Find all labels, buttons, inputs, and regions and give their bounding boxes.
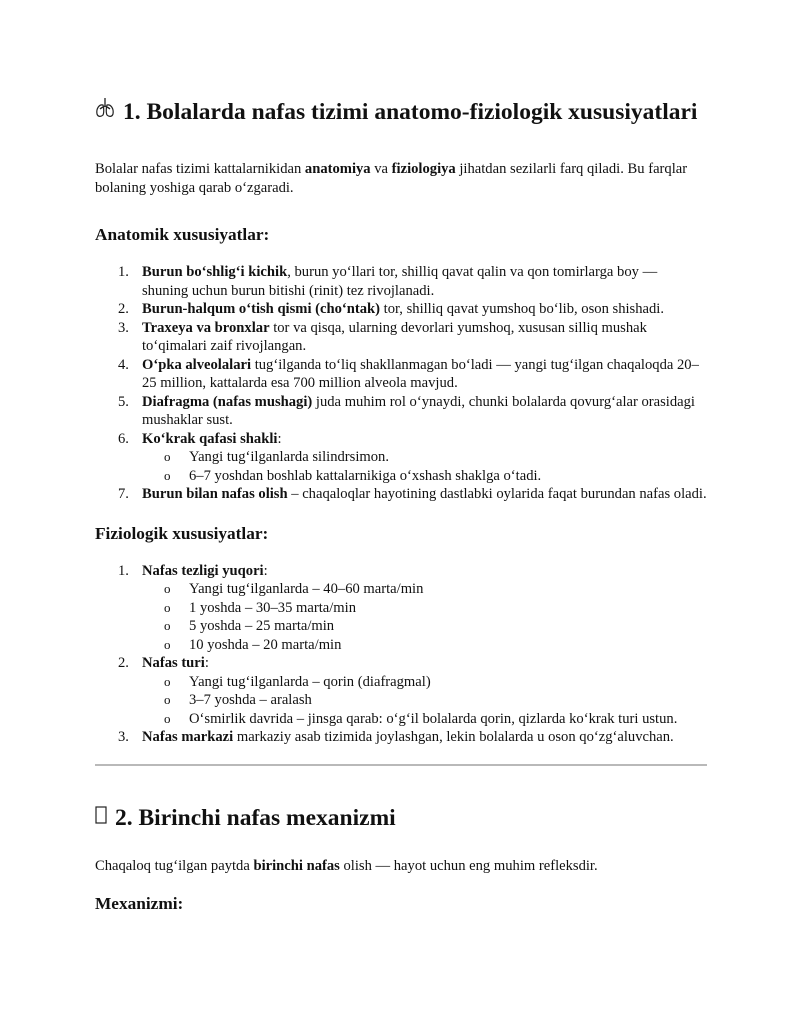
anatomik-list (95, 263, 707, 504)
list-item (95, 263, 707, 300)
bullet-glyph: o (164, 581, 171, 596)
list-number: 6. (118, 430, 129, 447)
sub-item-text: Yangi tug‘ilganlarda silindrsimon. (189, 449, 389, 465)
bullet-glyph: o (164, 618, 171, 633)
bullet-glyph: o (164, 692, 171, 707)
item-text: : (263, 562, 268, 579)
list-item (95, 485, 707, 504)
sub-list (142, 673, 707, 729)
sub-list-item (142, 691, 707, 710)
missing-glyph-icon-svg (95, 805, 107, 825)
mexanizm-heading: Mexanizmi: (95, 894, 184, 913)
bullet-glyph: o (164, 599, 171, 615)
bullet-glyph: o (164, 449, 171, 464)
item-text: – chaqaloqlar hayotining dastlabki oylarida faqat burundan nafas oladi. (287, 486, 707, 502)
item-text: tug‘ilganda to‘liq shakllanmagan bo‘ladi — yangi tug‘ilgan chaqaloqda 20–25 million, kattalarda esa 700 million alveola mavjud. (142, 356, 699, 391)
list-number: 4. (118, 356, 129, 373)
list-number: 1. (118, 264, 129, 280)
bullet-glyph: o (164, 636, 171, 652)
list-item (95, 356, 707, 393)
lungs-icon (95, 96, 117, 128)
sub-item-text: 6–7 yoshdan boshlab kattalarnikiga o‘xshash shaklga o‘tadi. (189, 467, 542, 484)
item-bold: Nafas tezligi yuqori (142, 562, 264, 579)
sub-item-text: 5 yoshda – 25 marta/min (189, 618, 335, 634)
horizontal-rule (95, 764, 707, 766)
list-item (95, 430, 707, 486)
item-bold: Burun bo‘shlig‘i kichik (142, 264, 288, 280)
list-number: 1. (118, 562, 129, 579)
sub-list-item (142, 599, 707, 618)
fiziologik-heading: Fiziologik xususiyatlar: (95, 523, 269, 543)
sub-list-item (142, 448, 707, 467)
intro-text-1: Chaqaloq tug‘ilgan paytda (95, 857, 254, 874)
item-bold: Nafas markazi (142, 729, 234, 745)
intro-bold-2: fiziologiya (391, 161, 456, 177)
document-page (95, 96, 707, 915)
list-item (95, 728, 707, 747)
bullet-glyph: o (164, 673, 171, 689)
missing-glyph-icon (95, 803, 109, 833)
sub-item-text: 1 yoshda – 30–35 marta/min (189, 599, 356, 616)
intro-text-3: jihatdan sezilarli farq qiladi. Bu farqlar bolaning yoshiga qarab o‘zgaradi. (95, 161, 688, 196)
item-text: markaziy asab tizimida joylashgan, lekin bolalarda u oson qo‘zg‘aluvchan. (233, 729, 674, 745)
item-text: : (277, 430, 282, 447)
sub-item-text: 10 yoshda – 20 marta/min (189, 636, 342, 653)
sub-list (142, 580, 707, 654)
section2-title: 2. Birinchi nafas mexanizmi (115, 804, 396, 831)
item-text: juda muhim rol o‘ynaydi, chunki bolalarda qovurg‘alar orasidagi mushaklar sust. (142, 393, 695, 428)
bullet-glyph: o (164, 467, 171, 483)
sub-item-text: O‘smirlik davrida – jinsga qarab: o‘g‘il bolalarda qorin, qizlarda ko‘krak turi ustun. (189, 710, 678, 727)
item-bold: O‘pka alveolalari (142, 356, 252, 373)
sub-list-item (142, 467, 707, 486)
item-bold: Traxeya va bronxlar (142, 319, 270, 336)
sub-list-item (142, 636, 707, 655)
list-item (95, 300, 707, 319)
sub-list-item (142, 673, 707, 692)
intro-bold-1: anatomiya (304, 161, 371, 177)
list-item (95, 319, 707, 356)
sub-list-item (142, 710, 707, 729)
section1-title: 1. Bolalarda nafas tizimi anatomo-fiziologik xususiyatlari (123, 99, 698, 125)
sub-item-text: Yangi tug‘ilganlarda – qorin (diafragmal) (189, 673, 431, 690)
section1-intro (95, 160, 707, 197)
list-number: 3. (118, 319, 129, 336)
section2-heading (95, 803, 707, 833)
anatomik-heading: Anatomik xususiyatlar: (95, 225, 270, 244)
sub-list-item (142, 580, 707, 599)
intro-bold-1: birinchi nafas (253, 857, 340, 874)
item-bold: Diafragma (nafas mushagi) (142, 393, 313, 410)
item-bold: Burun bilan nafas olish (142, 486, 288, 502)
intro-text-2: olish — hayot uchun eng muhim refleksdir. (339, 857, 598, 874)
intro-text-1: Bolalar nafas tizimi kattalarnikidan (95, 161, 305, 177)
item-bold: Ko‘krak qafasi shakli (142, 430, 278, 447)
sub-item-text: Yangi tug‘ilganlarda – 40–60 marta/min (189, 581, 424, 597)
bullet-glyph: o (164, 710, 171, 726)
list-number: 2. (118, 301, 129, 317)
section2-intro (95, 857, 707, 876)
list-number: 3. (118, 729, 129, 745)
item-text: tor, shilliq qavat yumshoq bo‘lib, oson shishadi. (380, 301, 665, 317)
list-number: 7. (118, 486, 129, 502)
item-text: , burun yo‘llari tor, shilliq qavat qalin va qon tomirlarga boy — shuning uchun burun bitishi (rinit) tez rivojlanadi. (142, 264, 658, 299)
sub-list (142, 448, 707, 485)
item-bold: Nafas turi (142, 655, 205, 671)
sub-list-item (142, 617, 707, 636)
section1-heading (95, 96, 707, 128)
item-text: tor va qisqa, ularning devorlari yumshoq, xususan silliq mushak to‘qimalari zaif rivojlangan. (142, 319, 647, 354)
intro-text-2: va (370, 161, 392, 177)
list-item (95, 393, 707, 430)
item-bold: Burun-halqum o‘tish qismi (cho‘ntak) (142, 301, 381, 317)
list-number: 5. (118, 393, 129, 410)
fiziologik-list (95, 562, 707, 747)
list-item (95, 562, 707, 655)
list-item (95, 654, 707, 728)
sub-item-text: 3–7 yoshda – aralash (189, 692, 312, 708)
list-number: 2. (118, 655, 129, 671)
item-text: : (204, 655, 209, 671)
lungs-icon-svg (95, 96, 115, 120)
